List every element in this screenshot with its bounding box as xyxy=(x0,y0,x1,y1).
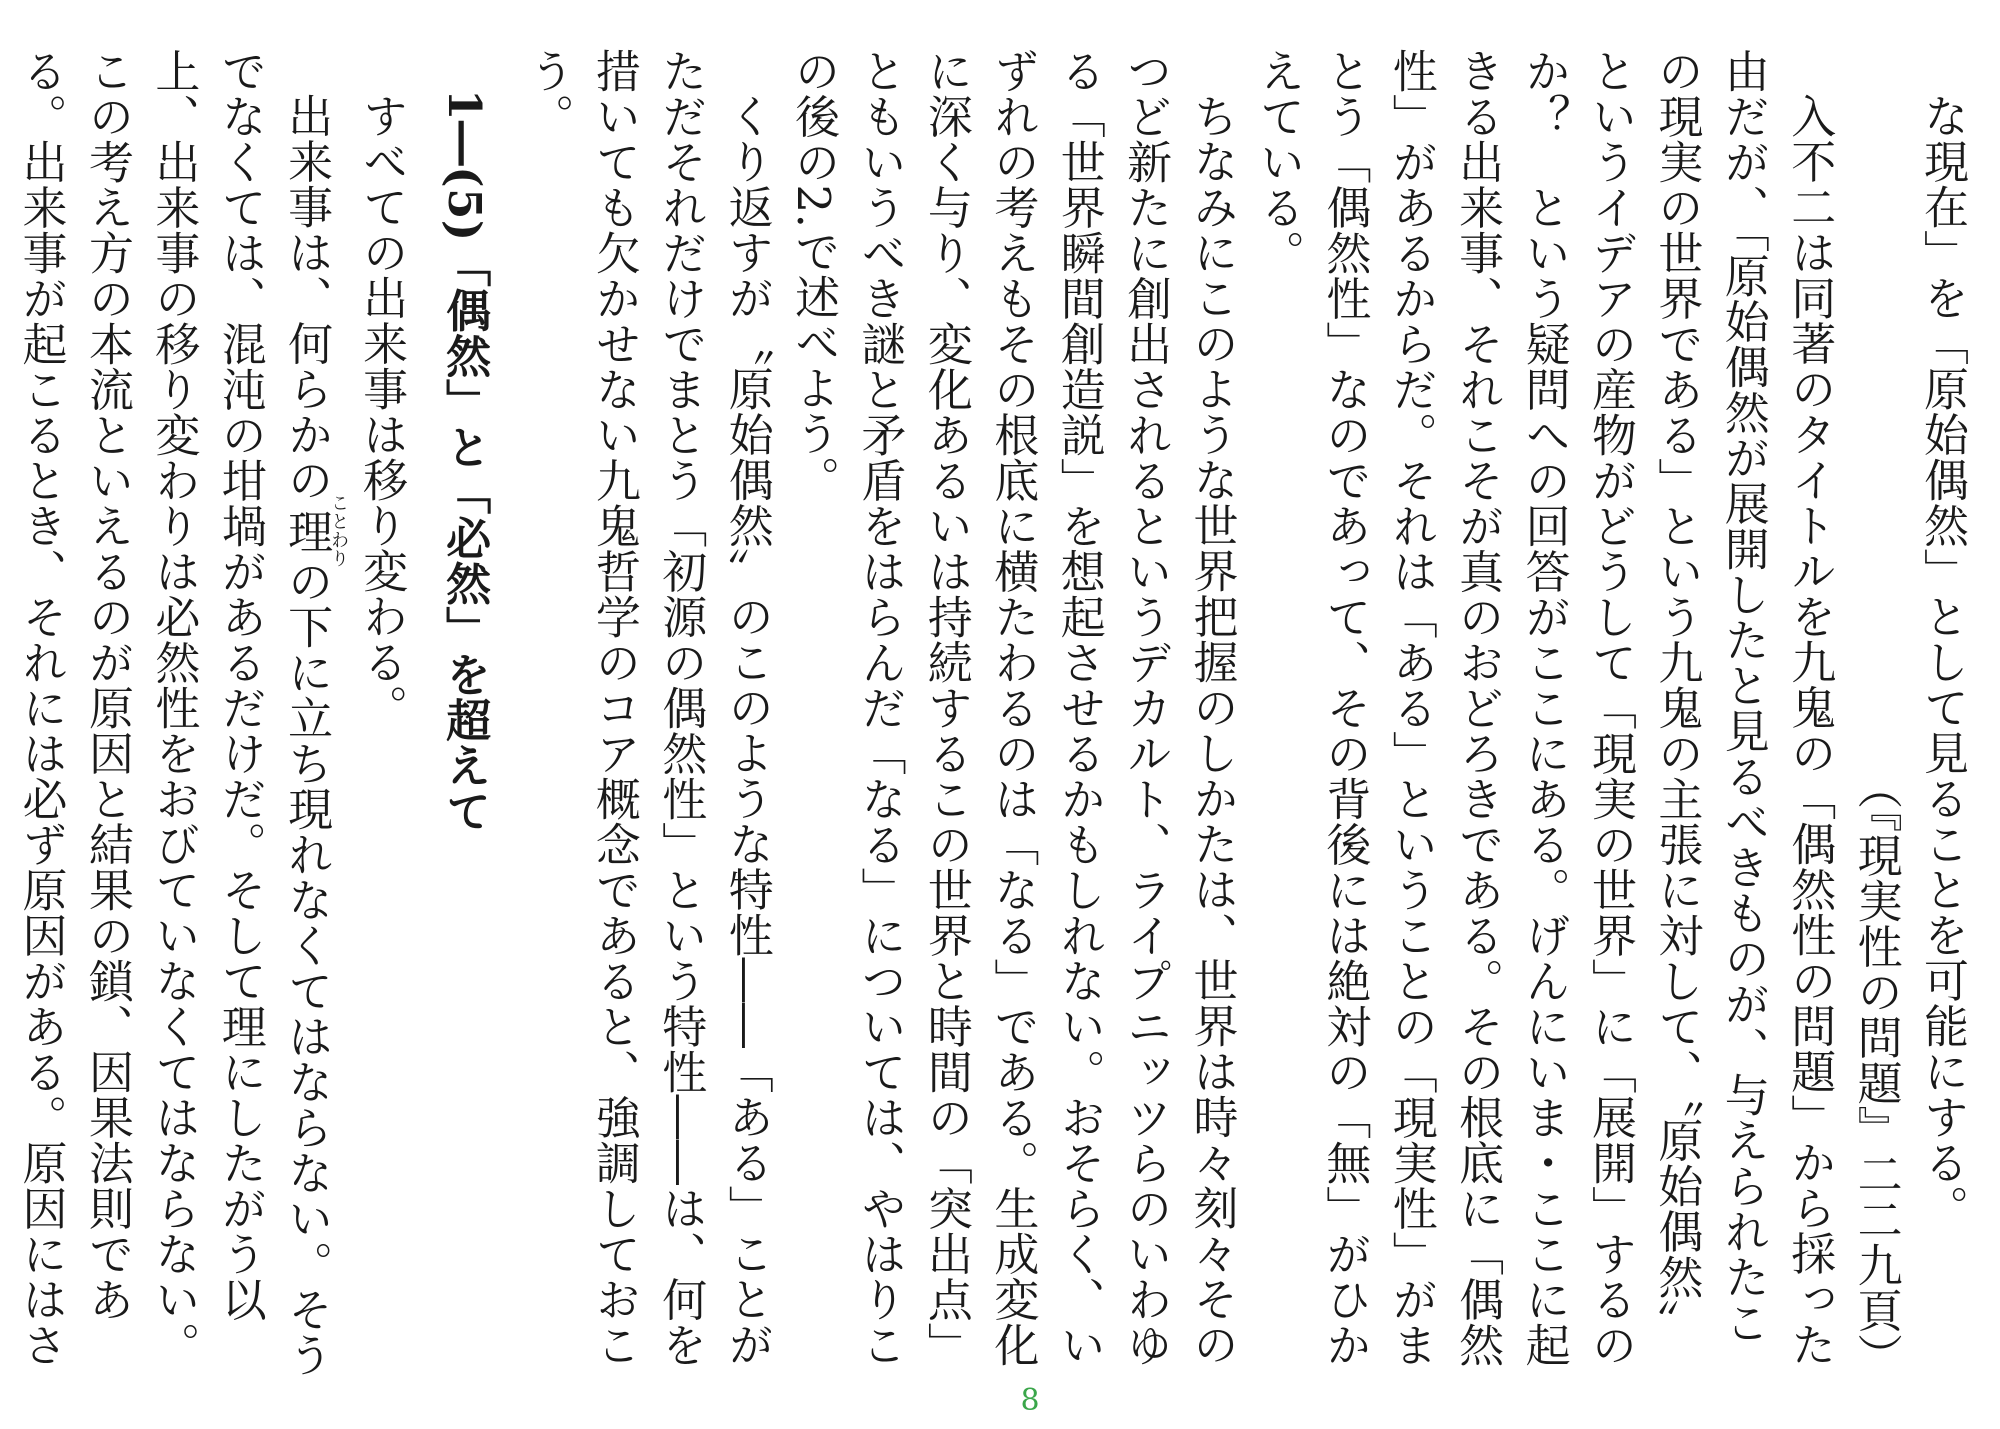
ruby-kotowari xyxy=(280,493,350,568)
paragraph-1: 入不二は同著のタイトルを九鬼の「偶然性の問題」から採った由だが、「原始偶然が展開したと見るべきものが、与えられたこの現実の世界である」という九鬼の主張に対して、〝原始偶然〟というイデアの産物がどうして「現実の世界」に「展開」するのか？ という疑問への回答がここにある。げんにいま・ここに起きる出来事、それこそが真のおどろきである。その根底に「偶然性」があるからだ。それは「ある」ということの「現実性」がまとう「偶然性」なのであって、その背後には絶対の「無」がひかえている。 xyxy=(1251,48,1837,1368)
paragraph-5 xyxy=(0,48,348,1378)
paragraph-5-part-a: 出来事は、何らかの xyxy=(280,93,334,503)
section-heading xyxy=(414,48,514,1378)
paragraph-5-part-b: の下に立ち現れなくてはならない。そうでなくては、混沌の坩堝があるだけだ。そして理にしたがう以上、出来事の移り変わりは必然性をおびていなくてはならない。この考え方の本流といえるのが原因と結果の鎖、因果法則である。出来事が起こるとき、それには必ず原因がある。原因にはさ xyxy=(14,48,334,1378)
section-number: 1―(5) xyxy=(438,88,492,242)
paragraph-2: ちなみにこのような世界把握のしかたは、世界は時々刻々そのつど新たに創出されるというデカルト、ライプニッツらのいわゆる「世界瞬間創造説」を想起させるかもしれない。おそらく、いずれの考えもその根底に横たわるのは「なる」である。生成変化に深く与り、変化あるいは持続するこの世界と時間の「突出点」ともいうべき謎と矛盾をはらんだ「なる」については、やはりこの後の2.で述べよう。 xyxy=(787,48,1239,1368)
quote-citation: （『現実性の問題』二二九頁） xyxy=(1849,763,1903,1378)
section-title: 「偶然」と「必然」を超えて xyxy=(438,241,492,833)
quote-line: な現在」を「原始偶然」として見ることを可能にする。 xyxy=(1916,93,1969,1231)
paragraph-4: すべての出来事は移り変わる。 xyxy=(355,93,409,730)
ruby-base: 理 xyxy=(280,493,334,568)
page-number: 8 xyxy=(1020,1383,1040,1418)
ruby-reading: ことわり xyxy=(328,493,350,568)
paragraph-3: くり返すが〝原始偶然〟のこのような特性――「ある」ことがただそれだけでまとう「初源の偶然性」という特性――は、何を措いても欠かせない九鬼哲学のコア概念であると、強調しておこう。 xyxy=(521,48,774,1368)
vertical-text-body xyxy=(0,48,1975,1378)
